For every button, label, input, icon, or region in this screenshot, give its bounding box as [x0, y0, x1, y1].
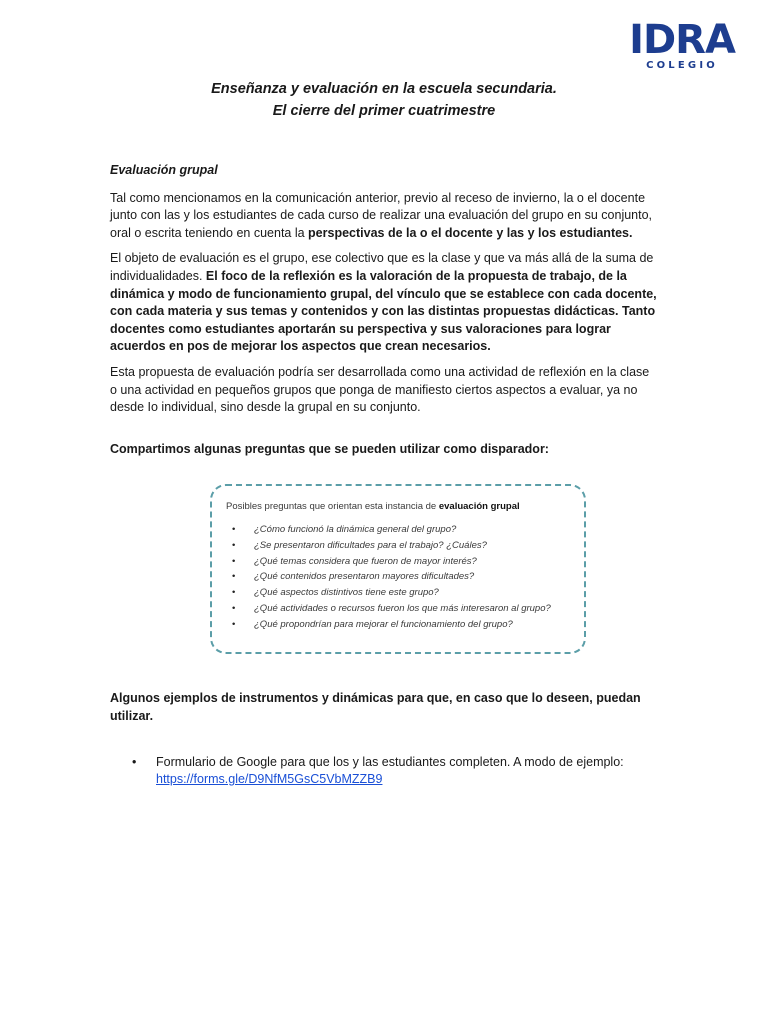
- questions-intro: Compartimos algunas preguntas que se pueden utilizar como disparador:: [110, 441, 549, 456]
- paragraph-3: Esta propuesta de evaluación podría ser desarrollada como una actividad de reflexión en la clase o una actividad en pequeños grupos que ponga de manifiesto ciertos aspectos a evaluar, ya no desde Io individual, sino desde la grupal en su conjunto.: [110, 364, 650, 415]
- question-item: • ¿Qué temas considera que fueron de mayor interés?: [254, 554, 570, 570]
- school-logo: [626, 17, 738, 71]
- bullet-1-text: Formulario de Google para que los y las estudiantes completen. A modo de ejemplo:: [156, 754, 624, 769]
- paragraph-1-bold: perspectivas de la o el docente y las y los estudiantes.: [308, 225, 633, 240]
- instruments-intro: Algunos ejemplos de instrumentos y dinámicas para que, en caso que lo deseen, puedan utilizar.: [110, 691, 641, 723]
- question-item: • ¿Qué propondrían para mejorar el funcionamiento del grupo?: [254, 617, 570, 633]
- title-line-1: Enseñanza y evaluación en la escuela secundaria.: [211, 81, 557, 97]
- paragraph-2: [110, 250, 658, 356]
- document-title: [0, 78, 768, 122]
- question-item: • ¿Cómo funcionó la dinámica general del grupo?: [254, 522, 570, 538]
- instruments-list: [110, 754, 658, 789]
- google-form-link[interactable]: https://forms.gle/D9NfM5GsC5VbMZZB9: [156, 772, 383, 787]
- logo-subtitle: COLEGIO: [646, 60, 718, 71]
- paragraph-1-text: Tal como mencionamos en la comunicación anterior, previo al receso de invierno, la o el docente junto con las y los estudiantes de cada curso de realizar una evaluación del grupo en su conjunto, oral o escrita teniendo en cuenta la: [110, 190, 653, 240]
- paragraph-1: [110, 190, 658, 243]
- title-line-2: El cierre del primer cuatrimestre: [272, 103, 496, 119]
- question-item: • ¿Qué aspectos distintivos tiene este grupo?: [254, 585, 570, 601]
- question-item: • ¿Se presentaron dificultades para el trabajo? ¿Cuáles?: [254, 538, 570, 554]
- question-item: • ¿Qué actividades o recursos fueron los que más interesaron al grupo?: [254, 601, 570, 617]
- logo-wordmark: IDRA: [629, 17, 735, 63]
- question-item: • ¿Qué contenidos presentaron mayores dificultades?: [254, 569, 570, 585]
- paragraph-2-text: El objeto de evaluación es el grupo, ese colectivo que es la clase y que va más allá de la suma de individualidades.: [110, 251, 654, 283]
- question-list: [226, 522, 570, 633]
- figure-intro: [226, 498, 570, 516]
- document-body: [110, 162, 658, 789]
- section-heading: Evaluación grupal: [110, 163, 218, 177]
- figure-intro-text: Posibles preguntas que orientan esta instancia de: [226, 501, 439, 513]
- list-item: [110, 754, 658, 789]
- questions-figure: [210, 484, 586, 654]
- figure-intro-bold: evaluación grupal: [438, 501, 520, 513]
- spacer: [110, 425, 658, 441]
- paragraph-2-bold: El foco de la reflexión es la valoración de la propuesta de trabajo, de la dinámica y modo de funcionamiento grupal, del vínculo que se establece con cada docente, con cada materia y sus temas y contenidos y con las distintas propuestas didácticas. Tanto docentes como estudiantes aportarán su perspectiva y sus valoraciones para lograr acuerdos en pos de mejorar los aspectos que crean necesarios.: [110, 268, 657, 354]
